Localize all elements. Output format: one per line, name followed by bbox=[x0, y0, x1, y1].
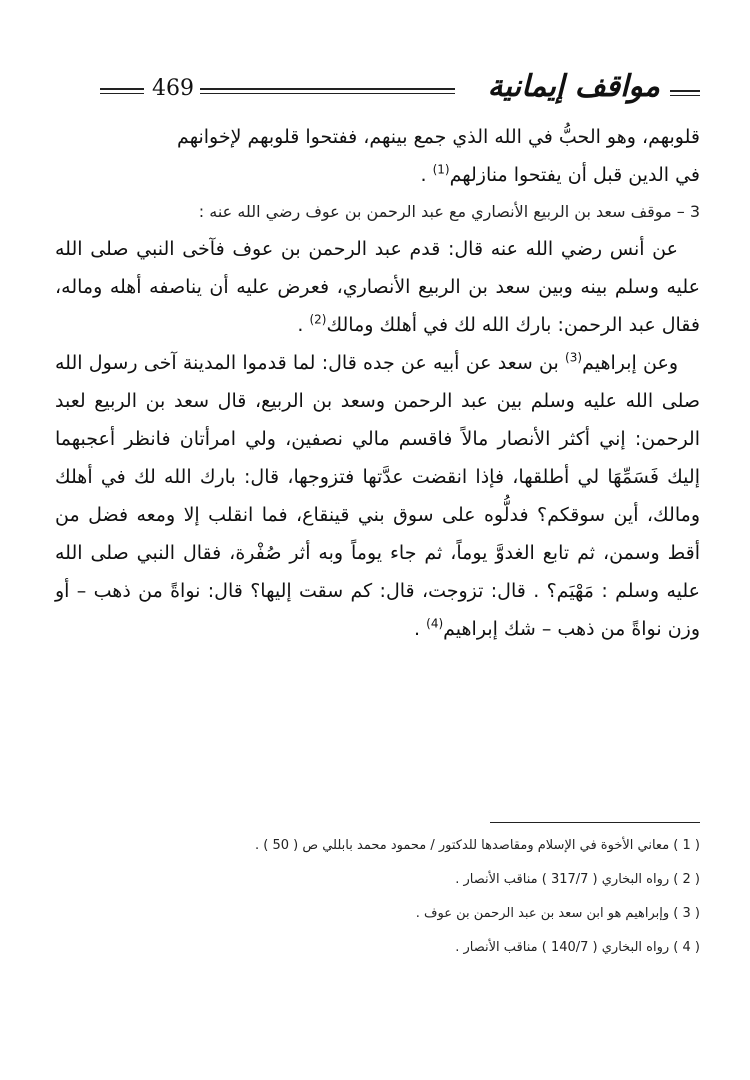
text-line: وماله، فقال عبد الرحمن: بارك الله لك في أهلك ومالك bbox=[55, 276, 700, 336]
footnote-ref[interactable]: (3) bbox=[565, 350, 583, 365]
text-line: في الدين قبل أن يفتحوا منازلهم bbox=[449, 164, 700, 186]
text-punct: . bbox=[297, 314, 310, 336]
text-line: عن أنس رضي الله عنه قال: قدم عبد الرحمن بن عوف فآخى النبي صلى الله عليه وسلم bbox=[55, 238, 700, 298]
text-line: من ذهب – شك إبراهيم bbox=[443, 618, 626, 640]
footnote-1: ( 1 ) معاني الأخوة في الإسلام ومقاصدها للدكتور / محمود محمد بابللي ص ( 50 ) . bbox=[255, 838, 700, 853]
text-line: قلوبهم، وهو الحبُّ في الله الذي جمع بينهم، ففتحوا قلوبهم لإخوانهم bbox=[177, 126, 700, 148]
book-title: مواقف إيمانية bbox=[487, 69, 660, 104]
text-line: قال: تزوجت، قال: كم سقت إليها؟ قال: نواةً من ذهب – أو وزن نواةً bbox=[55, 580, 700, 640]
text-line: وعن إبراهيم bbox=[582, 352, 679, 374]
page-number: 469 bbox=[152, 76, 194, 101]
text-line: الربيع لعبد الرحمن: إني أكثر الأنصار مالاً فاقسم مالي نصفين، ولي bbox=[55, 390, 700, 450]
paragraph-1 bbox=[55, 118, 700, 194]
text-punct: . bbox=[414, 618, 427, 640]
paragraph-2 bbox=[55, 230, 700, 344]
footnote-separator bbox=[490, 822, 700, 823]
header-rule-middle bbox=[200, 88, 455, 94]
footnote-ref[interactable]: (2) bbox=[309, 312, 327, 327]
footnote-3: ( 3 ) وإبراهيم هو ابن سعد بن عبد الرحمن بن عوف . bbox=[415, 906, 700, 921]
text-line: امرأتان فانظر أعجبهما إليك فَسَمِّهَا لي أطلقها، فإذا انقضت عدَّتها bbox=[55, 428, 700, 488]
footnote-4: ( 4 ) رواه البخاري ( 140/7 ) مناقب الأنصار . bbox=[455, 940, 700, 955]
header-rule-right bbox=[670, 90, 700, 96]
section-heading: 3 – موقف سعد بن الربيع الأنصاري مع عبد الرحمن بن عوف رضي الله عنه : bbox=[198, 202, 700, 221]
footnote-2: ( 2 ) رواه البخاري ( 317/7 ) مناقب الأنصار . bbox=[455, 872, 700, 887]
text-line: بينه وبين سعد بن الربيع الأنصاري، فعرض عليه أن يناصفه أهله bbox=[109, 276, 608, 298]
footnote-ref[interactable]: (4) bbox=[426, 616, 444, 631]
text-line: بن سعد عن أبيه عن جده قال: لما قدموا المدينة bbox=[182, 352, 566, 374]
text-line: فتزوجها، قال: بارك الله لك في أهلك ومالك، أين سوقكم؟ فدلُّوه bbox=[55, 466, 700, 526]
text-line: على سوق بني قينقاع، فما انقلب إلا ومعه فضل من أقط وسمن، ثم bbox=[55, 504, 700, 564]
footnote-ref[interactable]: (1) bbox=[432, 162, 450, 177]
header-rule-left bbox=[100, 88, 144, 94]
footnotes bbox=[100, 834, 700, 970]
running-header bbox=[100, 68, 700, 108]
text-line: آخى رسول الله صلى الله عليه وسلم بين عبد الرحمن وسعد بن الربيع، قال سعد بن bbox=[55, 352, 700, 412]
body-text bbox=[55, 118, 700, 648]
text-line: تابع الغدوَّ يوماً، ثم جاء يوماً وبه أثر صُفْرة، فقال النبي صلى الله عليه وسلم : مَهْيَم؟ . bbox=[55, 542, 700, 602]
text-punct: . bbox=[420, 164, 433, 186]
paragraph-3 bbox=[55, 344, 700, 648]
